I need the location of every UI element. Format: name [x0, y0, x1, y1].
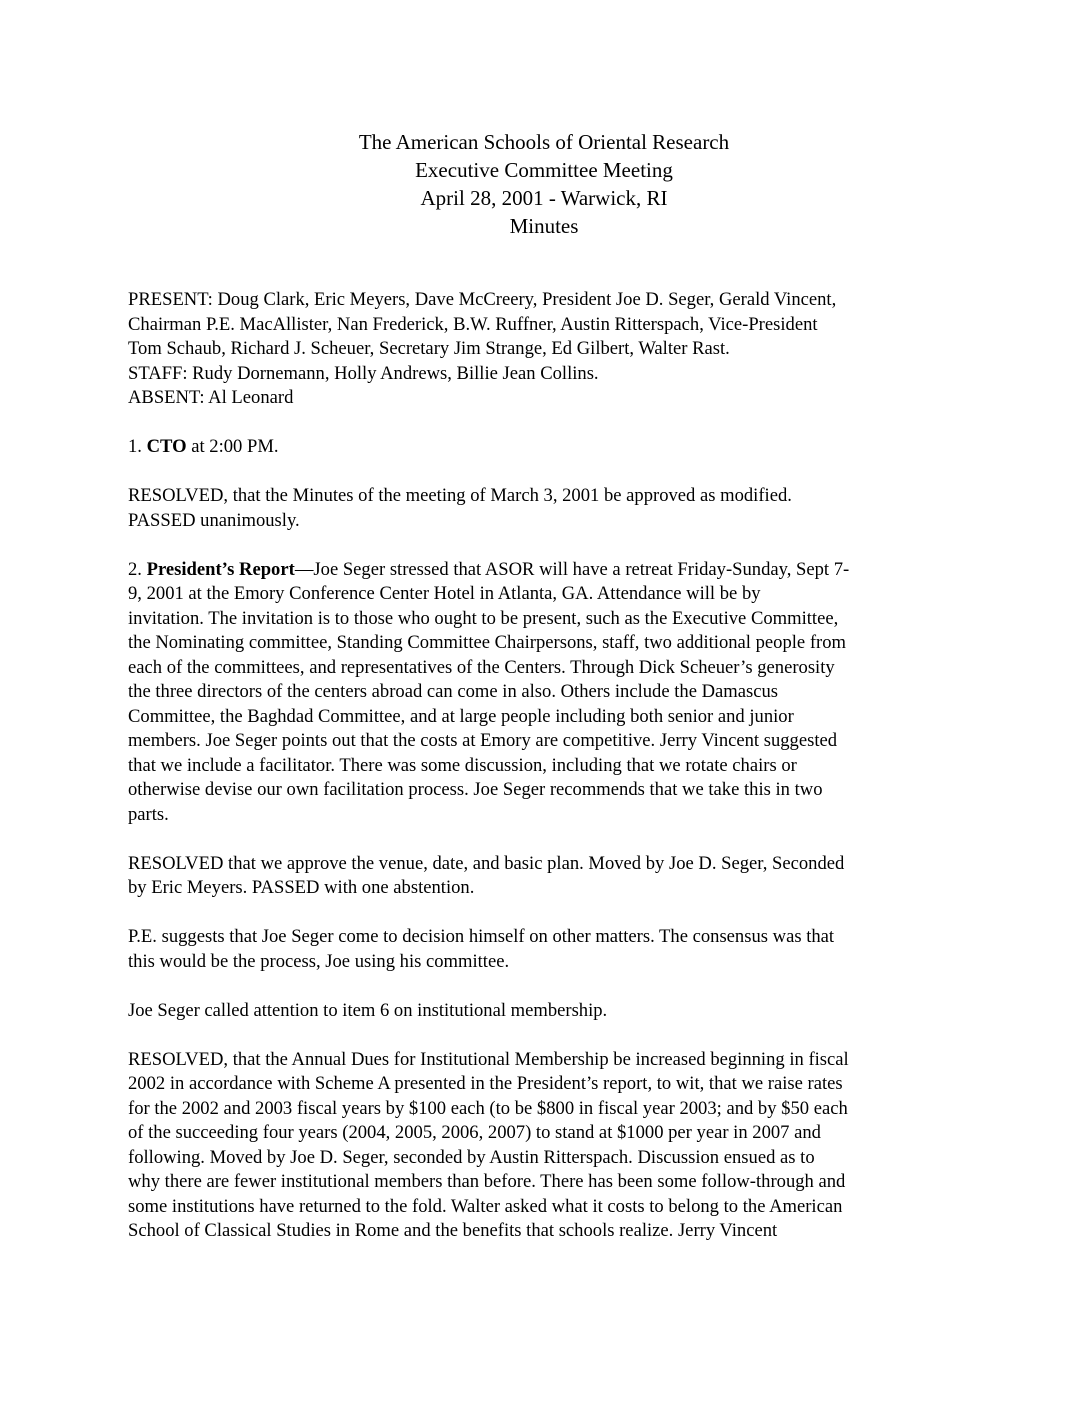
resolution-venue-paragraph [128, 852, 968, 901]
resolution-line: PASSED unanimously. [128, 509, 300, 531]
presidents-report-heading: President’s Report [146, 558, 295, 580]
item-1-paragraph [128, 435, 968, 460]
resolution-line: following. Moved by Joe D. Seger, seconded by Austin Ritterspach. Discussion ensued as to [128, 1146, 815, 1168]
document-header [0, 128, 1088, 240]
resolution-line: for the 2002 and 2003 fiscal years by $100 each (to be $800 in fiscal year 2003; and by $50 each [128, 1097, 848, 1119]
attendance-section [128, 288, 968, 411]
report-line: that we include a facilitator. There was some discussion, including that we rotate chairs or [128, 754, 797, 776]
resolution-line: RESOLVED that we approve the venue, date, and basic plan. Moved by Joe D. Seger, Seconded [128, 852, 845, 874]
report-line: the Nominating committee, Standing Committee Chairpersons, staff, two additional people from [128, 632, 846, 653]
resolution-minutes-paragraph [128, 484, 968, 533]
item-6-note-paragraph [128, 999, 968, 1024]
meeting-date-location: April 28, 2001 - Warwick, RI [420, 186, 668, 210]
item-1-text: at 2:00 PM. [186, 436, 279, 457]
document-type: Minutes [509, 214, 579, 238]
report-line: Committee, the Baghdad Committee, and at large people including both senior and junior [128, 705, 794, 727]
presidents-report-first-line [128, 558, 968, 583]
present-line: Tom Schaub, Richard J. Scheuer, Secretary Jim Strange, Ed Gilbert, Walter Rast. [128, 338, 730, 359]
report-line: 9, 2001 at the Emory Conference Center Hotel in Atlanta, GA. Attendance will be by [128, 583, 761, 604]
present-line: Chairman P.E. MacAllister, Nan Frederick, B.W. Ruffner, Austin Ritterspach, Vice-President [128, 313, 818, 335]
resolution-line: by Eric Meyers. PASSED with one abstention. [128, 877, 475, 898]
report-line: each of the committees, and representatives of the Centers. Through Dick Scheuer’s generosity [128, 656, 835, 678]
item-1-heading: CTO [146, 436, 187, 457]
resolution-line: RESOLVED, that the Minutes of the meeting of March 3, 2001 be approved as modified. [128, 485, 792, 506]
absent-line: ABSENT: Al Leonard [128, 387, 294, 408]
report-line: parts. [128, 803, 169, 825]
item-2-number: 2. [128, 558, 147, 580]
presidents-report-text: —Joe Seger stressed that ASOR will have a retreat Friday-Sunday, Sept 7- [294, 558, 850, 580]
meeting-title: Executive Committee Meeting [415, 158, 673, 182]
resolution-dues-paragraph [128, 1048, 968, 1244]
present-line: PRESENT: Doug Clark, Eric Meyers, Dave McCreery, President Joe D. Seger, Gerald Vincent, [128, 289, 837, 310]
item-1-number: 1. [128, 436, 147, 457]
resolution-line: some institutions have returned to the fold. Walter asked what it costs to belong to the American [128, 1195, 843, 1217]
resolution-line: School of Classical Studies in Rome and the benefits that schools realize. Jerry Vincent [128, 1220, 778, 1241]
resolution-line: 2002 in accordance with Scheme A presented in the President’s report, to wit, that we raise rates [128, 1073, 843, 1094]
pe-paragraph [128, 925, 968, 974]
minutes-body [128, 288, 968, 1268]
resolution-line: why there are fewer institutional members than before. There has been some follow-through and [128, 1171, 846, 1192]
item-1-line [128, 435, 968, 460]
organization-title: The American Schools of Oriental Research [358, 130, 730, 154]
paragraph-line: this would be the process, Joe using his committee. [128, 950, 510, 972]
report-line: members. Joe Seger points out that the costs at Emory are competitive. Jerry Vincent suggested [128, 730, 838, 751]
report-line: otherwise devise our own facilitation process. Joe Seger recommends that we take this in two [128, 779, 823, 800]
presidents-report-paragraph [128, 558, 968, 828]
report-line: invitation. The invitation is to those who ought to be present, such as the Executive Committee, [128, 607, 839, 629]
report-line: the three directors of the centers abroad can come in also. Others include the Damascus [128, 681, 779, 702]
resolution-line: RESOLVED, that the Annual Dues for Institutional Membership be increased beginning in fiscal [128, 1048, 849, 1070]
paragraph-line: Joe Seger called attention to item 6 on institutional membership. [128, 999, 608, 1021]
staff-line: STAFF: Rudy Dornemann, Holly Andrews, Billie Jean Collins. [128, 362, 599, 384]
paragraph-line: P.E. suggests that Joe Seger come to decision himself on other matters. The consensus was that [128, 926, 835, 947]
resolution-line: of the succeeding four years (2004, 2005, 2006, 2007) to stand at $1000 per year in 2007 and [128, 1122, 821, 1143]
